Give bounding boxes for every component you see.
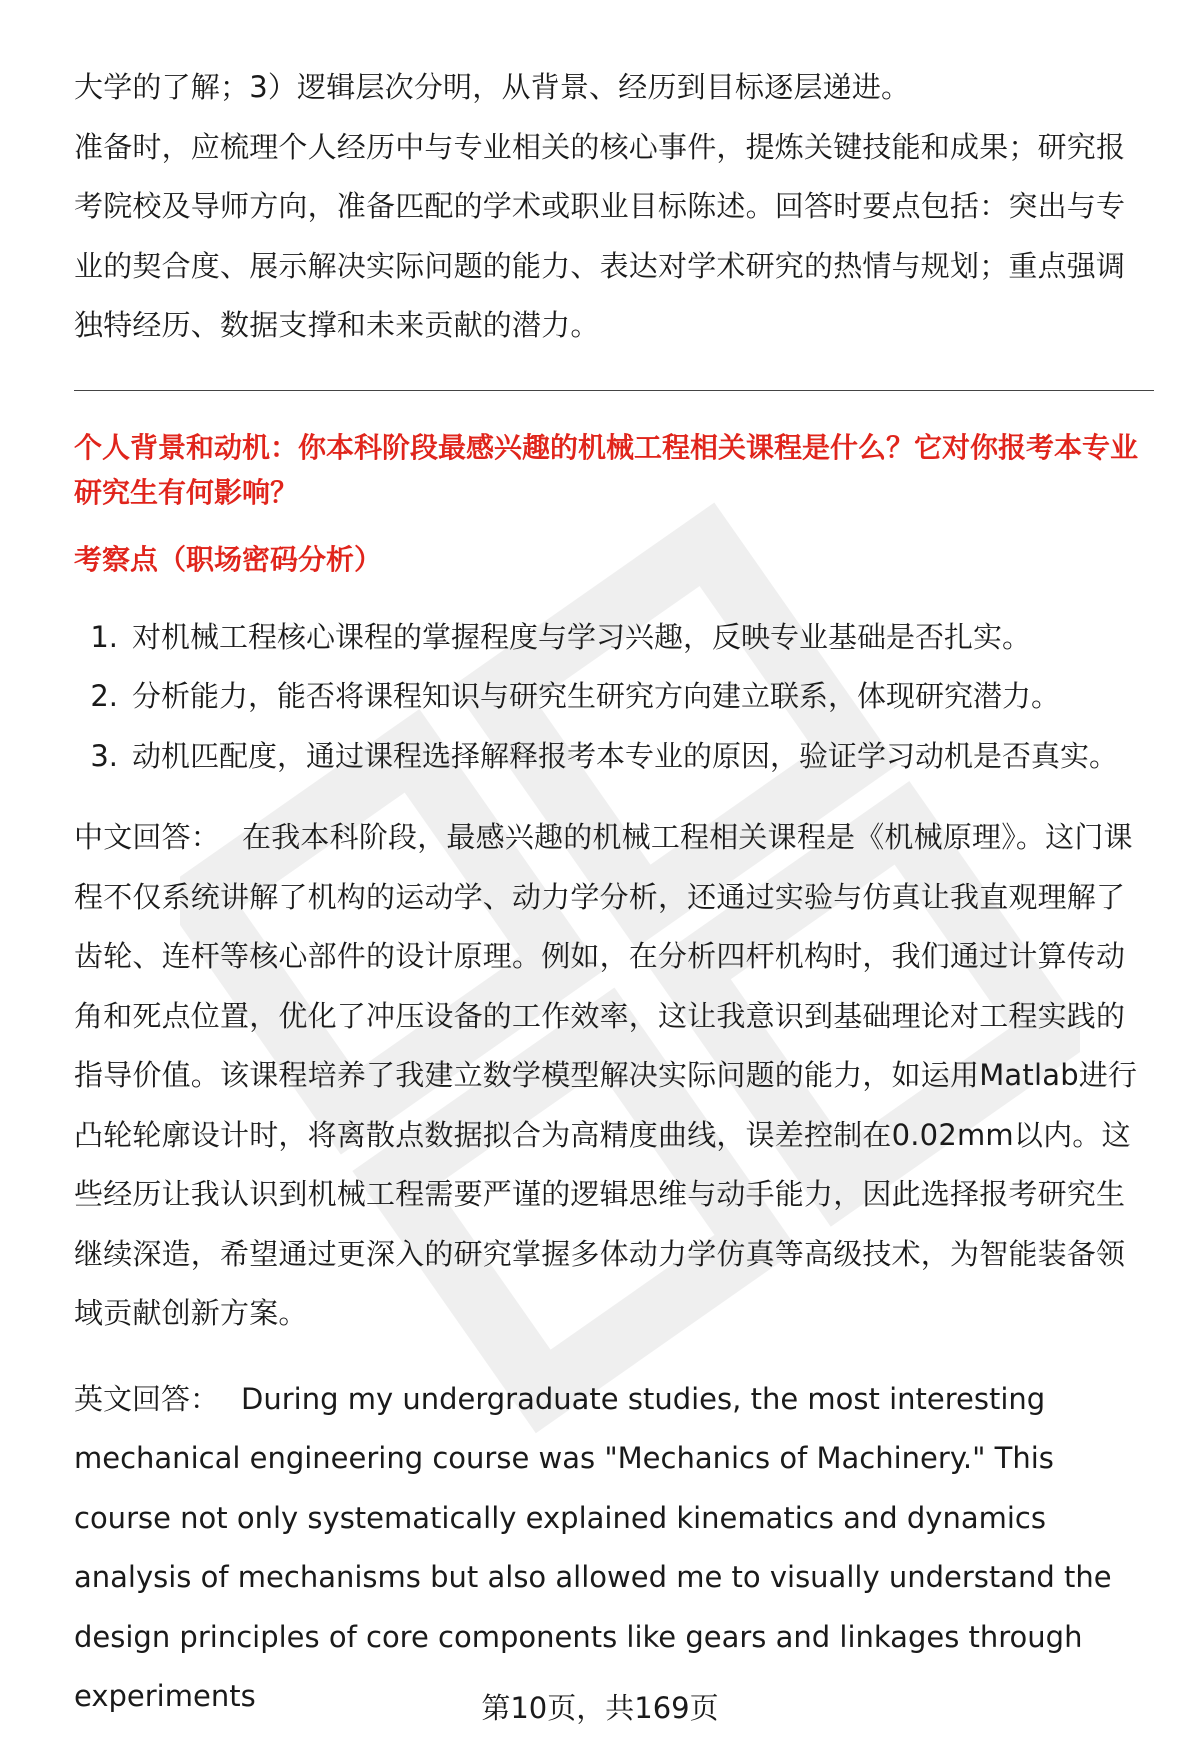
english-answer-label: 英文回答： bbox=[74, 1381, 220, 1416]
list-item bbox=[74, 667, 1154, 727]
intro-line: 大学的了解；3）逻辑层次分明，从背景、经历到目标逐层递进。 bbox=[74, 70, 911, 104]
list-number: 3. bbox=[90, 738, 118, 773]
page-content bbox=[74, 58, 1154, 1727]
intro-paragraph: 准备时，应梳理个人经历中与专业相关的核心事件，提炼关键技能和成果；研究报考院校及导师方向，准备匹配的学术或职业目标陈述。回答时要点包括：突出与专业的契合度、展示解决实际问题的能力、表达对学术研究的热情与规划；重点强调独特经历、数据支撑和未来贡献的潜力。 bbox=[74, 129, 1126, 342]
english-answer-text: During my undergraduate studies, the most interesting mechanical engineering course was "Mechanics of Machinery." This course not only systematically explained kinematics and dynamics analysis of mechanisms but also allowed me to visually understand the design principles of core components like gears and linkages through experiments bbox=[74, 1381, 1112, 1713]
english-answer bbox=[74, 1370, 1154, 1727]
list-number: 2. bbox=[90, 679, 118, 713]
assessment-subtitle: 考察点（职场密码分析） bbox=[74, 542, 383, 576]
list-number: 1. bbox=[90, 619, 118, 654]
assessment-points bbox=[74, 608, 1154, 787]
list-item bbox=[74, 727, 1154, 787]
question-title: 个人背景和动机：你本科阶段最感兴趣的机械工程相关课程是什么？它对你报考本专业研究生有何影响？ bbox=[74, 430, 1139, 509]
list-text: 动机匹配度，通过课程选择解释报考本专业的原因，验证学习动机是否真实。 bbox=[132, 738, 1119, 773]
chinese-answer-label: 中文回答： bbox=[74, 820, 221, 854]
section-divider bbox=[74, 390, 1154, 391]
list-text: 分析能力，能否将课程知识与研究生研究方向建立联系，体现研究潜力。 bbox=[132, 679, 1061, 713]
list-text: 对机械工程核心课程的掌握程度与学习兴趣，反映专业基础是否扎实。 bbox=[132, 619, 1032, 654]
page-number-footer: 第10页，共169页 bbox=[481, 1691, 719, 1725]
list-item bbox=[74, 608, 1154, 668]
chinese-answer bbox=[74, 808, 1154, 1344]
chinese-answer-text: 在我本科阶段，最感兴趣的机械工程相关课程是《机械原理》。这门课程不仅系统讲解了机构的运动学、动力学分析，还通过实验与仿真让我直观理解了齿轮、连杆等核心部件的设计原理。例如，在分析四杆机构时，我们通过计算传动角和死点位置，优化了冲压设备的工作效率，这让我意识到基础理论对工程实践的指导价值。该课程培养了我建立数学模型解决实际问题的能力，如运用Matlab进行凸轮轮廓设计时，将离散点数据拟合为高精度曲线，误差控制在0.02mm以内。这些经历让我认识到机械工程需要严谨的逻辑思维与动手能力，因此选择报考研究生继续深造，希望通过更深入的研究掌握多体动力学仿真等高级技术，为智能装备领域贡献创新方案。 bbox=[74, 820, 1138, 1330]
